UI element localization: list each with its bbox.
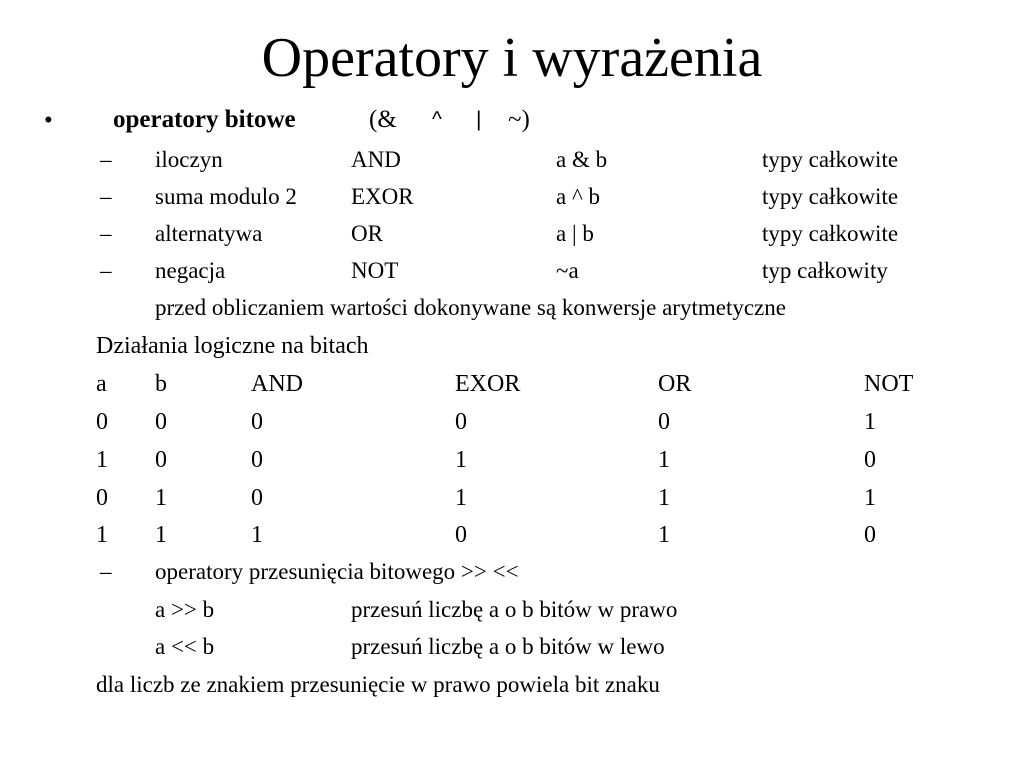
operator-expr: ~a — [556, 258, 579, 283]
shift-left-expr: a << b — [155, 634, 215, 659]
operator-types: typ całkowity — [762, 258, 888, 283]
shift-heading: operatory przesunięcia bitowego >> << — [155, 559, 519, 584]
table-header-b: b — [155, 371, 167, 397]
operator-keyword: OR — [351, 221, 383, 246]
bullet-label: operatory bitowe — [113, 106, 296, 133]
table-cell: 1 — [658, 447, 670, 473]
table-cell: 0 — [155, 409, 167, 435]
table-cell: 1 — [455, 447, 467, 473]
operator-expr: a | b — [556, 221, 594, 246]
table-header-exor: EXOR — [455, 371, 521, 397]
table-cell: 1 — [251, 522, 263, 548]
table-cell: 0 — [251, 485, 263, 511]
operator-keyword: AND — [351, 147, 401, 172]
operator-expr: a ^ b — [556, 184, 601, 209]
table-header-and: AND — [251, 371, 303, 397]
table-cell: 0 — [96, 409, 108, 435]
dash: – — [100, 221, 112, 246]
conversion-note: przed obliczaniem wartości dokonywane są konwersje arytmetyczne — [155, 295, 786, 320]
operator-name: negacja — [155, 258, 226, 283]
table-cell: 0 — [251, 409, 263, 435]
bullet-caret: ^ — [432, 108, 442, 131]
table-header-a: a — [96, 371, 107, 397]
operator-name: alternatywa — [155, 221, 263, 246]
dash: – — [100, 184, 112, 209]
table-cell: 0 — [251, 447, 263, 473]
operator-keyword: EXOR — [351, 184, 414, 209]
bullet-paren-close: ~) — [508, 106, 530, 133]
table-cell: 1 — [96, 522, 108, 548]
bullet-pipe: | — [476, 108, 482, 131]
table-cell: 1 — [155, 485, 167, 511]
shift-left-desc: przesuń liczbę a o b bitów w lewo — [351, 634, 665, 659]
bullet-paren-open: (& — [369, 106, 397, 133]
table-cell: 0 — [864, 522, 876, 548]
table-cell: 0 — [455, 409, 467, 435]
table-cell: 1 — [96, 447, 108, 473]
table-cell: 0 — [96, 485, 108, 511]
table-header-not: NOT — [864, 371, 914, 397]
operator-types: typy całkowite — [762, 221, 899, 246]
operator-types: typy całkowite — [762, 147, 899, 172]
operator-name: suma modulo 2 — [155, 184, 297, 209]
table-header-or: OR — [658, 371, 692, 397]
dash: – — [100, 559, 112, 584]
operator-types: typy całkowite — [762, 184, 899, 209]
signed-shift-note: dla liczb ze znakiem przesunięcie w prawo powiela bit znaku — [96, 672, 660, 697]
shift-right-expr: a >> b — [155, 597, 215, 622]
table-cell: 1 — [658, 522, 670, 548]
table-cell: 0 — [455, 522, 467, 548]
logic-heading: Działania logiczne na bitach — [96, 333, 369, 359]
table-cell: 1 — [658, 485, 670, 511]
operator-expr: a & b — [556, 147, 608, 172]
table-cell: 1 — [155, 522, 167, 548]
table-cell: 0 — [155, 447, 167, 473]
operator-keyword: NOT — [351, 258, 399, 283]
table-cell: 1 — [864, 409, 876, 435]
table-cell: 0 — [864, 447, 876, 473]
table-cell: 1 — [864, 485, 876, 511]
operator-name: iloczyn — [155, 147, 223, 172]
shift-right-desc: przesuń liczbę a o b bitów w prawo — [351, 597, 678, 622]
table-cell: 0 — [658, 409, 670, 435]
dash: – — [100, 147, 112, 172]
table-cell: 1 — [455, 485, 467, 511]
dash: – — [100, 258, 112, 283]
bullet-marker: • — [44, 107, 53, 134]
slide-title: Operatory i wyrażenia — [261, 27, 763, 89]
